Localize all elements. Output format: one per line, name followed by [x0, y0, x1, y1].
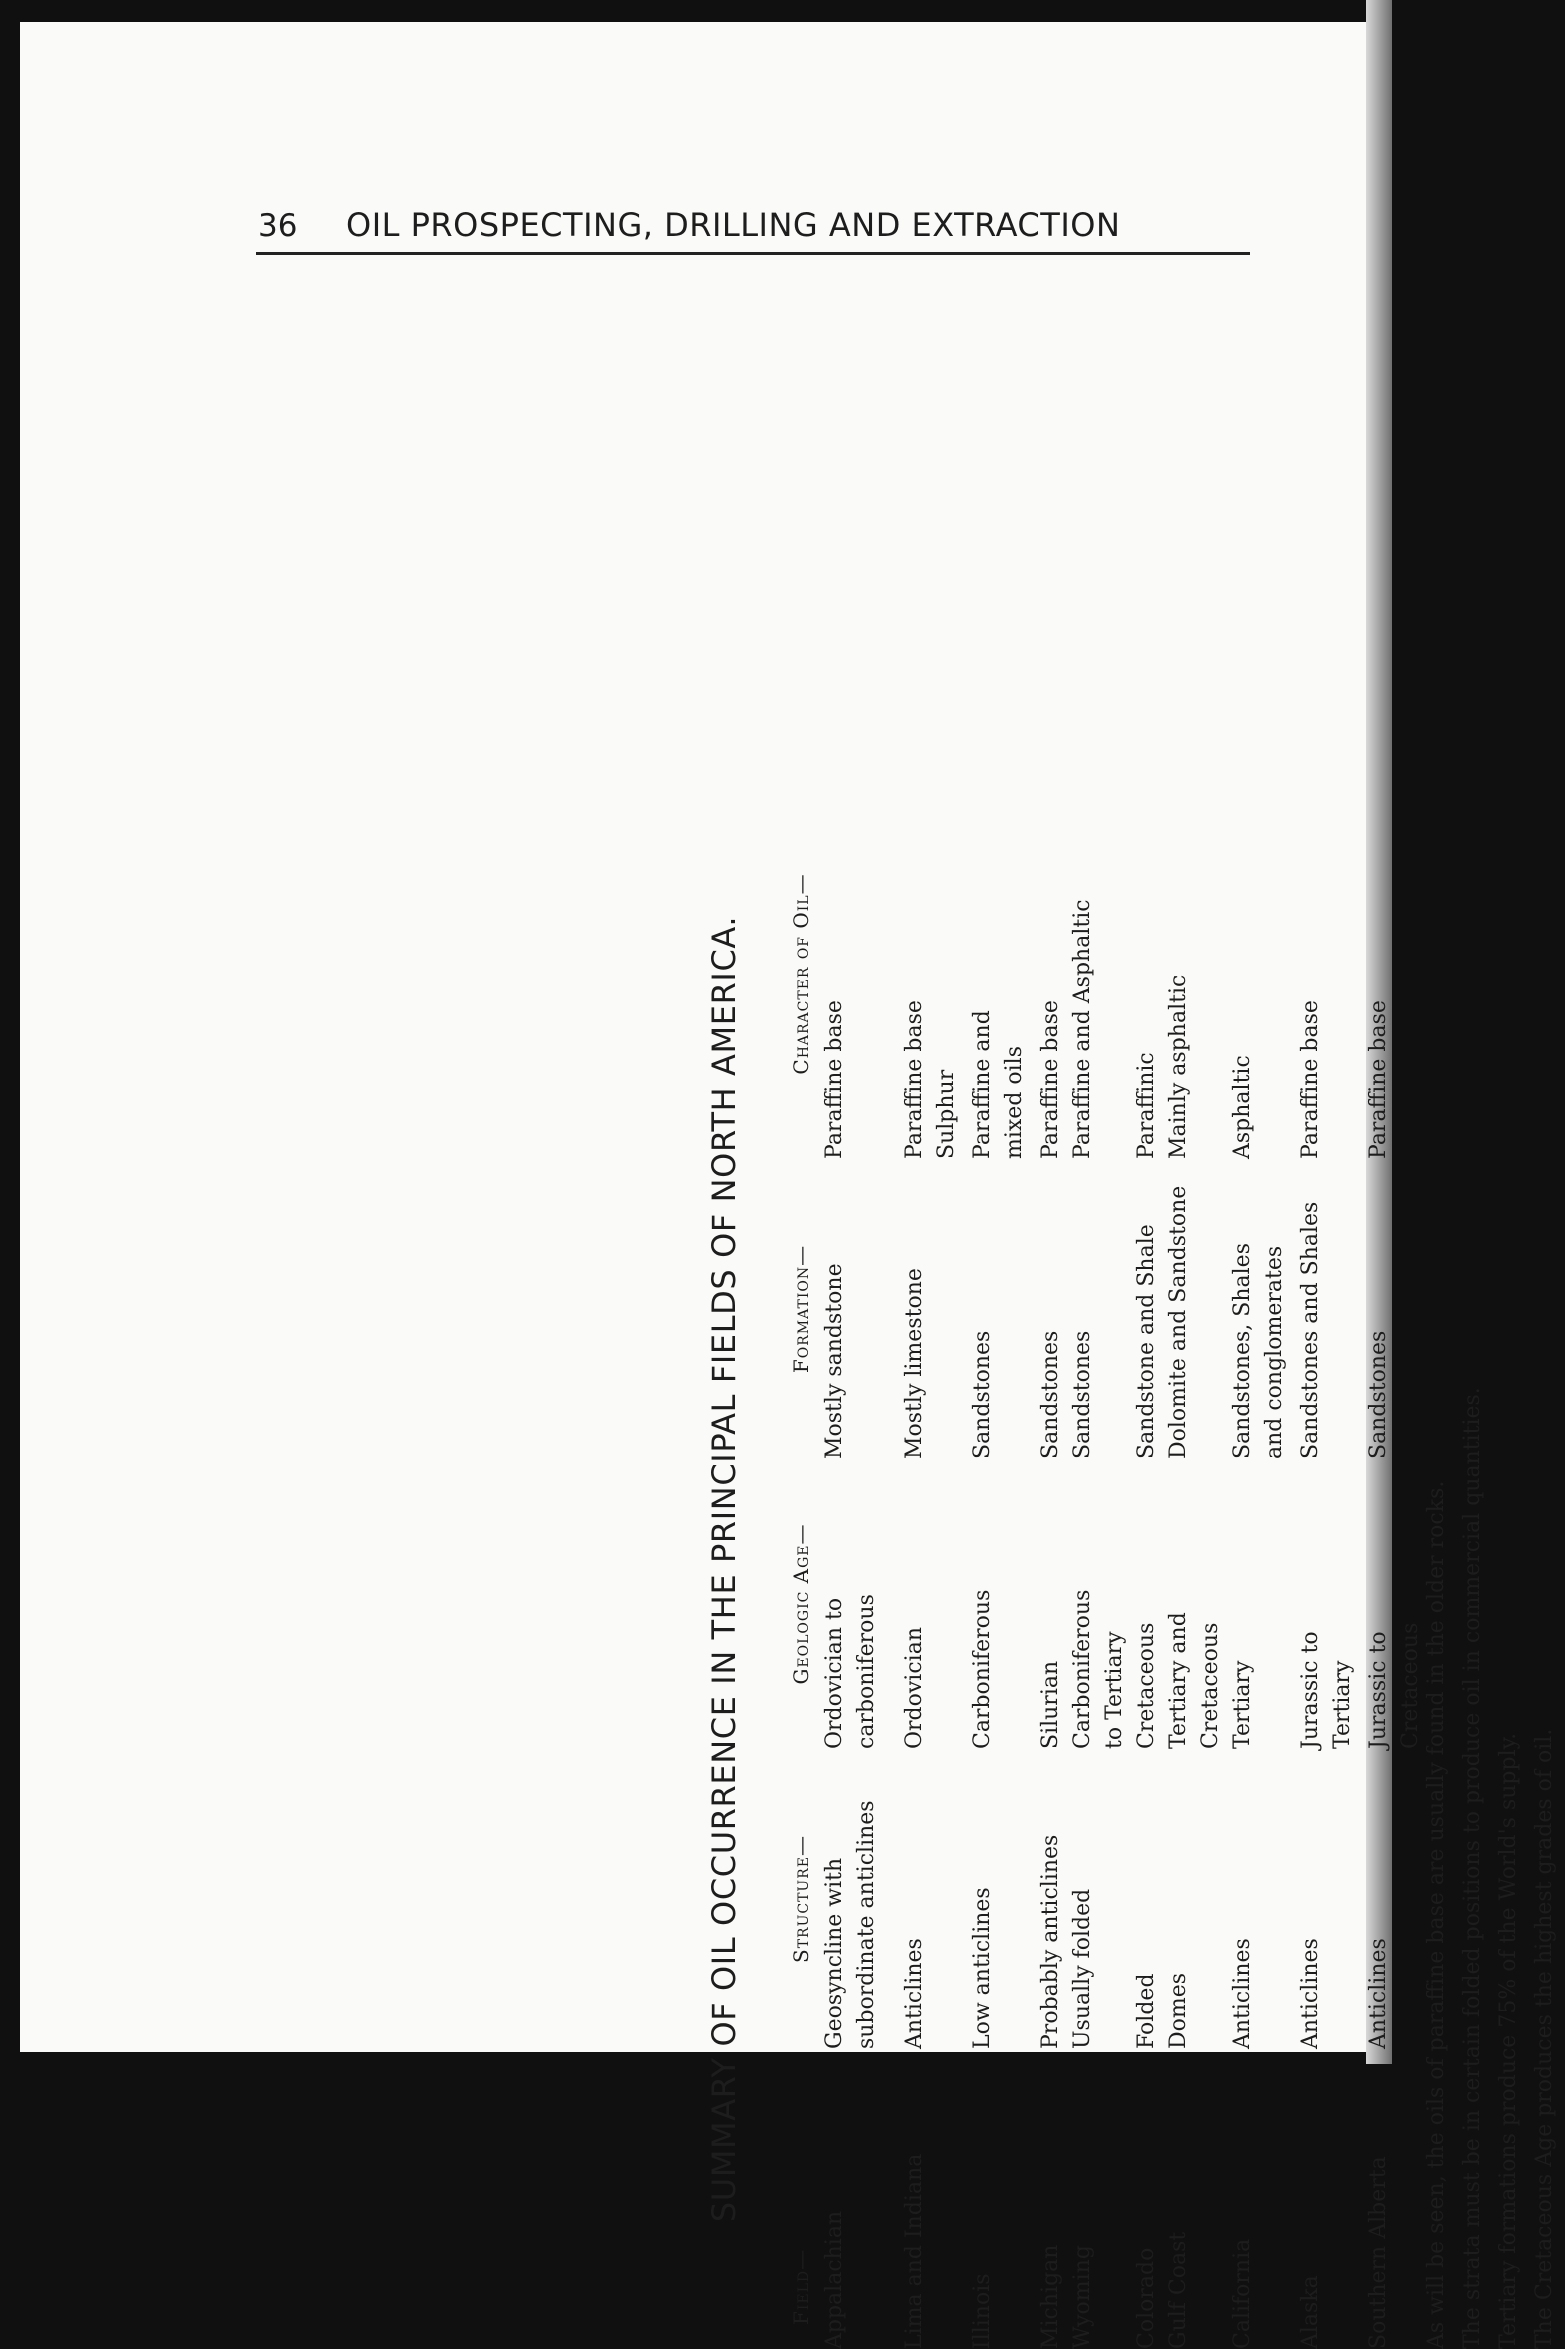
cell-character: [899, 789, 963, 1159]
cell-character: [1363, 789, 1395, 1159]
cell-line: mixed oils: [1002, 1045, 1027, 1159]
cell-line: Cretaceous: [1134, 1622, 1159, 1749]
cell-line: Folded: [1134, 1973, 1159, 2049]
cell-age: [967, 1459, 999, 1749]
note-line: Tertiary formations produce 75% of the World's supply.: [1496, 1732, 1521, 2349]
cell-structure: [1035, 1749, 1067, 2049]
cell-line: Domes: [1166, 1972, 1191, 2049]
table-header-row: [789, 789, 821, 2349]
cell-age: [1035, 1459, 1067, 1749]
cell-field: [819, 2049, 851, 2349]
cell-line: Mostly limestone: [902, 1268, 927, 1459]
table-body: [819, 789, 1423, 2349]
cell-line: Paraffine base: [1038, 1000, 1063, 1159]
cell-line: Jurassic to: [1298, 1631, 1323, 1749]
cell-line: Cretaceous: [1398, 1622, 1423, 1749]
cell-field: [1067, 2049, 1099, 2349]
cell-line: Geosyncline with: [822, 1857, 847, 2049]
cell-line: Paraffinic: [1134, 1052, 1159, 1159]
cell-age: [1363, 1459, 1427, 1749]
header-formation: Formation—: [789, 1244, 813, 1374]
cell-line: Anticlines: [1298, 1938, 1323, 2049]
cell-line: Gulf Coast: [1166, 2231, 1191, 2349]
cell-line: Michigan: [1038, 2244, 1063, 2349]
cell-structure: [1163, 1749, 1195, 2049]
cell-line: and conglomerates: [1262, 1245, 1287, 1459]
cell-line: Sandstones and Shales: [1298, 1201, 1323, 1459]
cell-line: Paraffine base: [822, 1000, 847, 1159]
cell-character: [1163, 789, 1195, 1159]
cell-age: [1227, 1459, 1259, 1749]
cell-line: Cretaceous: [1198, 1622, 1223, 1749]
running-head: OIL PROSPECTING, DRILLING AND EXTRACTION: [346, 206, 1121, 244]
cell-line: Dolomite and Sandstone: [1166, 1185, 1191, 1459]
cell-formation: [1227, 1159, 1291, 1459]
cell-line: Anticlines: [1230, 1938, 1255, 2049]
cell-line: Mainly asphaltic: [1166, 974, 1191, 1159]
cell-structure: [1131, 1749, 1163, 2049]
cell-line: Ordovician to: [822, 1597, 847, 1749]
cell-line: Appalachian: [822, 2210, 847, 2349]
header-structure: Structure—: [789, 1835, 813, 1963]
cell-field: [1131, 2049, 1163, 2349]
cell-line: Low anticlines: [970, 1887, 995, 2049]
cell-line: Silurian: [1038, 1660, 1063, 1749]
cell-line: Asphaltic: [1230, 1055, 1255, 1159]
cell-formation: [899, 1159, 931, 1459]
cell-line: Colorado: [1134, 2247, 1159, 2349]
cell-line: Tertiary: [1330, 1660, 1355, 1749]
cell-character: [1035, 789, 1067, 1159]
cell-line: Tertiary and: [1166, 1612, 1191, 1749]
cell-age: [1131, 1459, 1163, 1749]
table-notes: [1419, 789, 1563, 2349]
cell-age: [819, 1459, 883, 1749]
cell-age: [1163, 1459, 1227, 1749]
cell-line: Anticlines: [1366, 1938, 1391, 2049]
cell-structure: [1067, 1749, 1099, 2049]
cell-structure: [1363, 1749, 1395, 2049]
cell-line: Mostly sandstone: [822, 1263, 847, 1459]
note-line: The Cretaceous Age produces the highest grades of oil.: [1532, 1728, 1557, 2349]
cell-line: Wyoming: [1070, 2245, 1095, 2349]
cell-line: Tertiary: [1230, 1660, 1255, 1749]
header-field: Field—: [789, 2248, 813, 2325]
cell-line: Paraffine base: [1366, 1000, 1391, 1159]
cell-field: [899, 2049, 931, 2349]
cell-structure: [1295, 1749, 1327, 2049]
cell-character: [819, 789, 851, 1159]
cell-line: Lima and Indiana: [902, 2153, 927, 2349]
cell-line: Jurassic to: [1366, 1631, 1391, 1749]
cell-line: Anticlines: [902, 1938, 927, 2049]
cell-field: [1163, 2049, 1195, 2349]
cell-formation: [1295, 1159, 1327, 1459]
rotated-table-block: [705, 789, 1565, 2349]
cell-line: Paraffine and: [970, 1010, 995, 1159]
header-geologic-age: Geologic Age—: [789, 1523, 813, 1685]
cell-line: Paraffine and Asphaltic: [1070, 899, 1095, 1159]
cell-formation: [1035, 1159, 1067, 1459]
cell-formation: [1131, 1159, 1163, 1459]
cell-structure: [1227, 1749, 1259, 2049]
cell-line: Carboniferous: [1070, 1589, 1095, 1749]
cell-line: Alaska: [1298, 2275, 1323, 2349]
cell-structure: [899, 1749, 931, 2049]
header-character-of-oil: Character of Oil—: [789, 873, 813, 1075]
cell-line: carboniferous: [854, 1594, 879, 1749]
cell-line: Sandstones, Shales: [1230, 1243, 1255, 1459]
cell-field: [1227, 2049, 1259, 2349]
cell-line: Southern Alberta: [1366, 2156, 1391, 2349]
cell-formation: [967, 1159, 999, 1459]
cell-line: California: [1230, 2238, 1255, 2349]
cell-field: [1363, 2049, 1395, 2349]
cell-character: [1067, 789, 1099, 1159]
cell-formation: [1363, 1159, 1395, 1459]
cell-line: subordinate anticlines: [854, 1800, 879, 2049]
cell-structure: [819, 1749, 883, 2049]
cell-line: Sandstone and Shale: [1134, 1224, 1159, 1459]
cell-line: Sulphur: [934, 1069, 959, 1159]
table-title: SUMMARY OF OIL OCCURRENCE IN THE PRINCIPAL FIELDS OF NORTH AMERICA.: [705, 915, 743, 2223]
cell-character: [967, 789, 1031, 1159]
cell-line: Probably anticlines: [1038, 1834, 1063, 2049]
cell-line: Usually folded: [1070, 1888, 1095, 2049]
cell-formation: [1067, 1159, 1099, 1459]
cell-age: [899, 1459, 931, 1749]
cell-field: [967, 2049, 999, 2349]
note-line: As will be seen, the oils of paraffine base are usually found in the older rocks.: [1424, 1480, 1449, 2349]
cell-line: Sandstones: [1366, 1330, 1391, 1459]
cell-character: [1131, 789, 1163, 1159]
cell-line: to Tertiary: [1102, 1631, 1127, 1749]
cell-field: [1035, 2049, 1067, 2349]
cell-character: [1227, 789, 1259, 1159]
cell-line: Sandstones: [1038, 1330, 1063, 1459]
cell-field: [1295, 2049, 1327, 2349]
cell-line: Carboniferous: [970, 1589, 995, 1749]
cell-line: Illinois: [970, 2273, 995, 2349]
cell-formation: [819, 1159, 851, 1459]
cell-age: [1295, 1459, 1359, 1749]
cell-structure: [967, 1749, 999, 2049]
cell-line: Sandstones: [1070, 1330, 1095, 1459]
cell-age: [1067, 1459, 1131, 1749]
page-header: [256, 194, 1250, 255]
cell-formation: [1163, 1159, 1195, 1459]
page-number: 36: [258, 208, 298, 244]
cell-character: [1295, 789, 1327, 1159]
cell-line: Paraffine base: [1298, 1000, 1323, 1159]
cell-line: Sandstones: [970, 1330, 995, 1459]
cell-line: Paraffine base: [902, 1000, 927, 1159]
note-line: The strata must be in certain folded positions to produce oil in commercial quantities.: [1460, 1387, 1485, 2349]
cell-line: Ordovician: [902, 1627, 927, 1749]
